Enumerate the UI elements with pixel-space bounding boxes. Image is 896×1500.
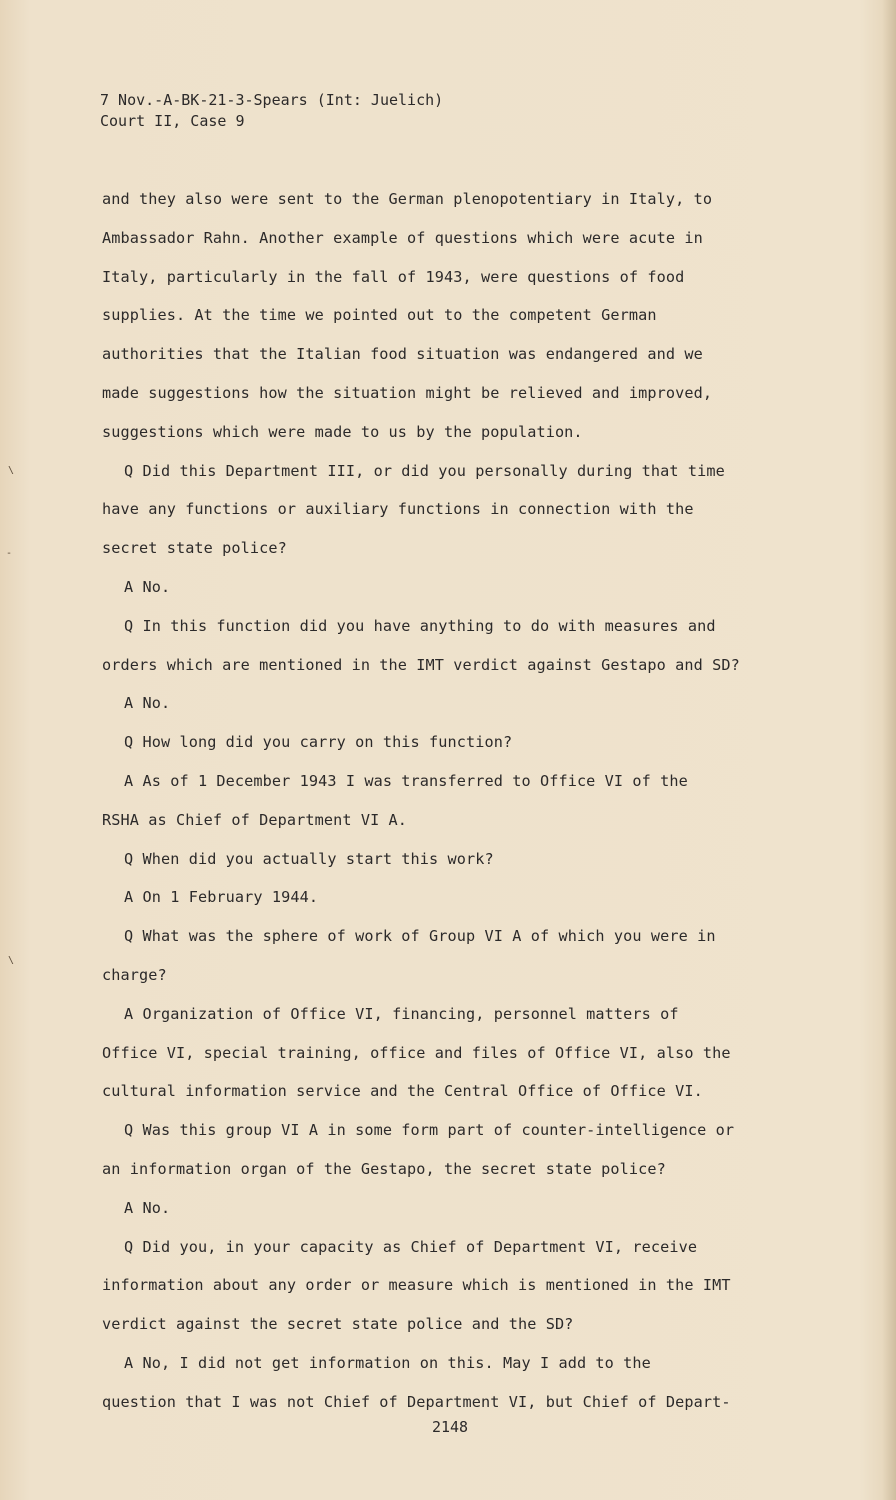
transcript-line: have any functions or auxiliary functions in connection with the xyxy=(102,500,694,519)
transcript-line: Office VI, special training, office and files of Office VI, also the xyxy=(102,1043,731,1062)
transcript-line: suggestions which were made to us by the population. xyxy=(102,422,583,441)
transcript-line: secret state police? xyxy=(102,539,287,558)
transcript-line: Ambassador Rahn. Another example of questions which were acute in xyxy=(102,228,703,247)
transcript-line: supplies. At the time we pointed out to the competent German xyxy=(102,306,657,325)
question-line: Q What was the sphere of work of Group VI A of which you were in xyxy=(124,927,716,946)
transcript-line: cultural information service and the Central Office of Office VI. xyxy=(102,1082,703,1101)
answer-line: A Organization of Office VI, financing, personnel matters of xyxy=(124,1004,679,1023)
question-line: Q Did you, in your capacity as Chief of Department VI, receive xyxy=(124,1237,698,1256)
answer-line: A On 1 February 1944. xyxy=(124,888,319,907)
margin-tick-mark: \ xyxy=(8,955,15,966)
header-court-case: Court II, Case 9 xyxy=(100,112,245,130)
transcript-line: an information organ of the Gestapo, the secret state police? xyxy=(102,1159,666,1178)
page-number: 2148 xyxy=(431,1418,469,1436)
answer-line: A No. xyxy=(124,1198,171,1217)
transcript-line: made suggestions how the situation might be relieved and improved, xyxy=(102,383,713,402)
question-line: Q In this function did you have anything to do with measures and xyxy=(124,616,716,635)
answer-line: A No. xyxy=(124,694,171,713)
margin-tick-mark: \ xyxy=(8,465,15,476)
header-reference: 7 Nov.-A-BK-21-3-Spears (Int: Juelich) xyxy=(100,91,444,109)
question-line: Q Was this group VI A in some form part of counter-intelligence or xyxy=(124,1121,735,1140)
transcript-line: charge? xyxy=(102,965,167,984)
question-line: Q Did this Department III, or did you personally during that time xyxy=(124,461,725,480)
transcript-line: orders which are mentioned in the IMT verdict against Gestapo and SD? xyxy=(102,655,740,674)
margin-tick-mark: - xyxy=(6,548,13,559)
question-line: Q When did you actually start this work? xyxy=(124,849,494,868)
answer-line: A As of 1 December 1943 I was transferred to Office VI of the xyxy=(124,771,688,790)
answer-line: A No. xyxy=(124,577,171,596)
transcript-line: authorities that the Italian food situation was endangered and we xyxy=(102,345,703,364)
transcript-line: information about any order or measure which is mentioned in the IMT xyxy=(102,1276,731,1295)
transcript-line: verdict against the secret state police and the SD? xyxy=(102,1315,574,1334)
transcript-line: Italy, particularly in the fall of 1943, were questions of food xyxy=(102,267,685,286)
page-edge-shadow xyxy=(882,0,896,1500)
document-header xyxy=(100,90,443,132)
answer-line: A No, I did not get information on this. May I add to the xyxy=(124,1353,651,1372)
transcript-line: RSHA as Chief of Department VI A. xyxy=(102,810,408,829)
question-line: Q How long did you carry on this function? xyxy=(124,733,513,752)
transcript-line: and they also were sent to the German plenopotentiary in Italy, to xyxy=(102,190,713,208)
transcript-body xyxy=(102,180,782,1422)
transcript-line: question that I was not Chief of Department VI, but Chief of Depart- xyxy=(102,1392,731,1411)
